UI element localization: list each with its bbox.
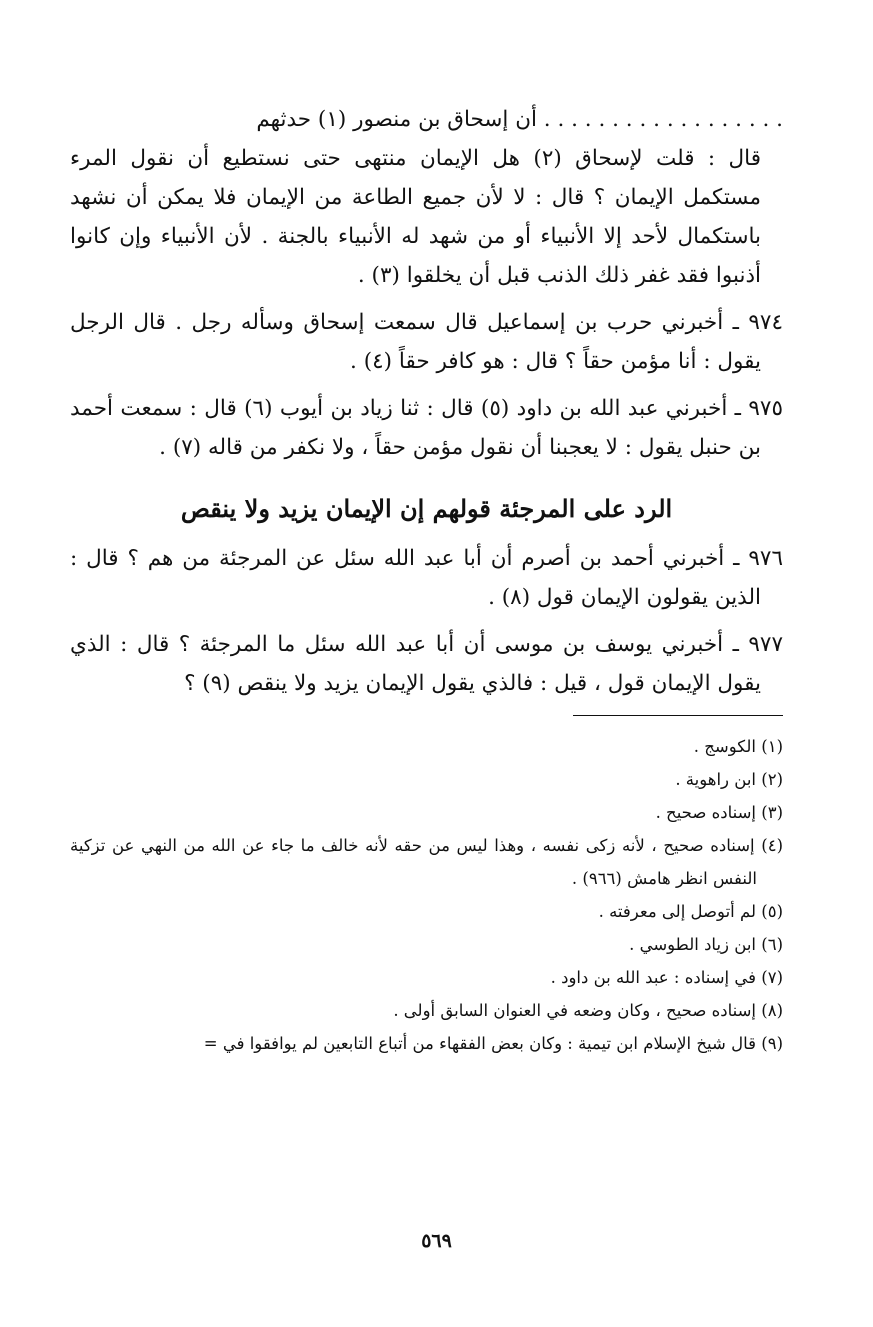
paragraph-continuation-body: قال : قلت لإسحاق (٢) هل الإيمان منتهى حتى نستطيع أن نقول المرء مستكمل الإيمان ؟ قال : لا لأن جميع الطاعة من الإيمان فلا يمكن أن نشهد باستكمال لأحد إلا الأنبياء أو من شهد له الأنبياء بالجنة . لأن الأنبياء وإن كانوا أذنبوا فقد غفر ذلك الذنب قبل أن يخلقوا (٣) . xyxy=(70,146,761,288)
footnote-4: (٤) إسناده صحيح ، لأنه زكى نفسه ، وهذا ليس من حقه لأنه خالف ما جاء عن الله من النهي عن تزكية النفس انظر هامش (٩٦٦) . xyxy=(70,836,783,888)
entry-976: ٩٧٦ ـ أخبرني أحمد بن أصرم أن أبا عبد الله سئل عن المرجئة من هم ؟ قال : الذين يقولون الإيمان قول (٨) . xyxy=(70,546,783,610)
footnote-5: (٥) لم أتوصل إلى معرفته . xyxy=(598,902,783,921)
entry-977: ٩٧٧ ـ أخبرني يوسف بن موسى أن أبا عبد الله سئل ما المرجئة ؟ قال : الذي يقول الإيمان قول ، قيل : فالذي يقول الإيمان يزيد ولا ينقص (٩) ؟ xyxy=(70,632,783,696)
main-text xyxy=(70,100,783,703)
section-heading: الرد على المرجئة قولهم إن الإيمان يزيد ولا ينقص xyxy=(180,494,673,523)
footnote-1: (١) الكوسج . xyxy=(693,737,783,756)
entry-975: ٩٧٥ ـ أخبرني عبد الله بن داود (٥) قال : ثنا زياد بن أيوب (٦) قال : سمعت أحمد بن حنبل يقول : لا يعجبنا أن نقول مؤمن حقاً ، ولا نكفر من قاله (٧) . xyxy=(70,396,784,460)
paragraph-continuation-first-line: . . . . . . . . . . . . . . . . . . أن إسحاق بن منصور (١) حدثهم xyxy=(256,107,783,132)
page-content xyxy=(70,100,783,1060)
footnote-8: (٨) إسناده صحيح ، وكان وضعه في العنوان السابق أولى . xyxy=(393,1001,783,1020)
entry-974: ٩٧٤ ـ أخبرني حرب بن إسماعيل قال سمعت إسحاق وسأله رجل . قال الرجل يقول : أنا مؤمن حقاً ؟ قال : هو كافر حقاً (٤) . xyxy=(70,310,783,374)
footnotes xyxy=(70,730,783,1060)
footnote-6: (٦) ابن زياد الطوسي . xyxy=(629,935,783,954)
footnote-3: (٣) إسناده صحيح . xyxy=(655,803,783,822)
page-number: ٥٦٩ xyxy=(421,1230,452,1252)
footnote-9: (٩) قال شيخ الإسلام ابن تيمية : وكان بعض الفقهاء من أتباع التابعين لم يوافقوا في = xyxy=(203,1034,783,1053)
footnote-separator-rule xyxy=(573,715,783,716)
footnote-2: (٢) ابن راهوية . xyxy=(675,770,783,789)
footnote-7: (٧) في إسناده : عبد الله بن داود . xyxy=(550,968,783,987)
